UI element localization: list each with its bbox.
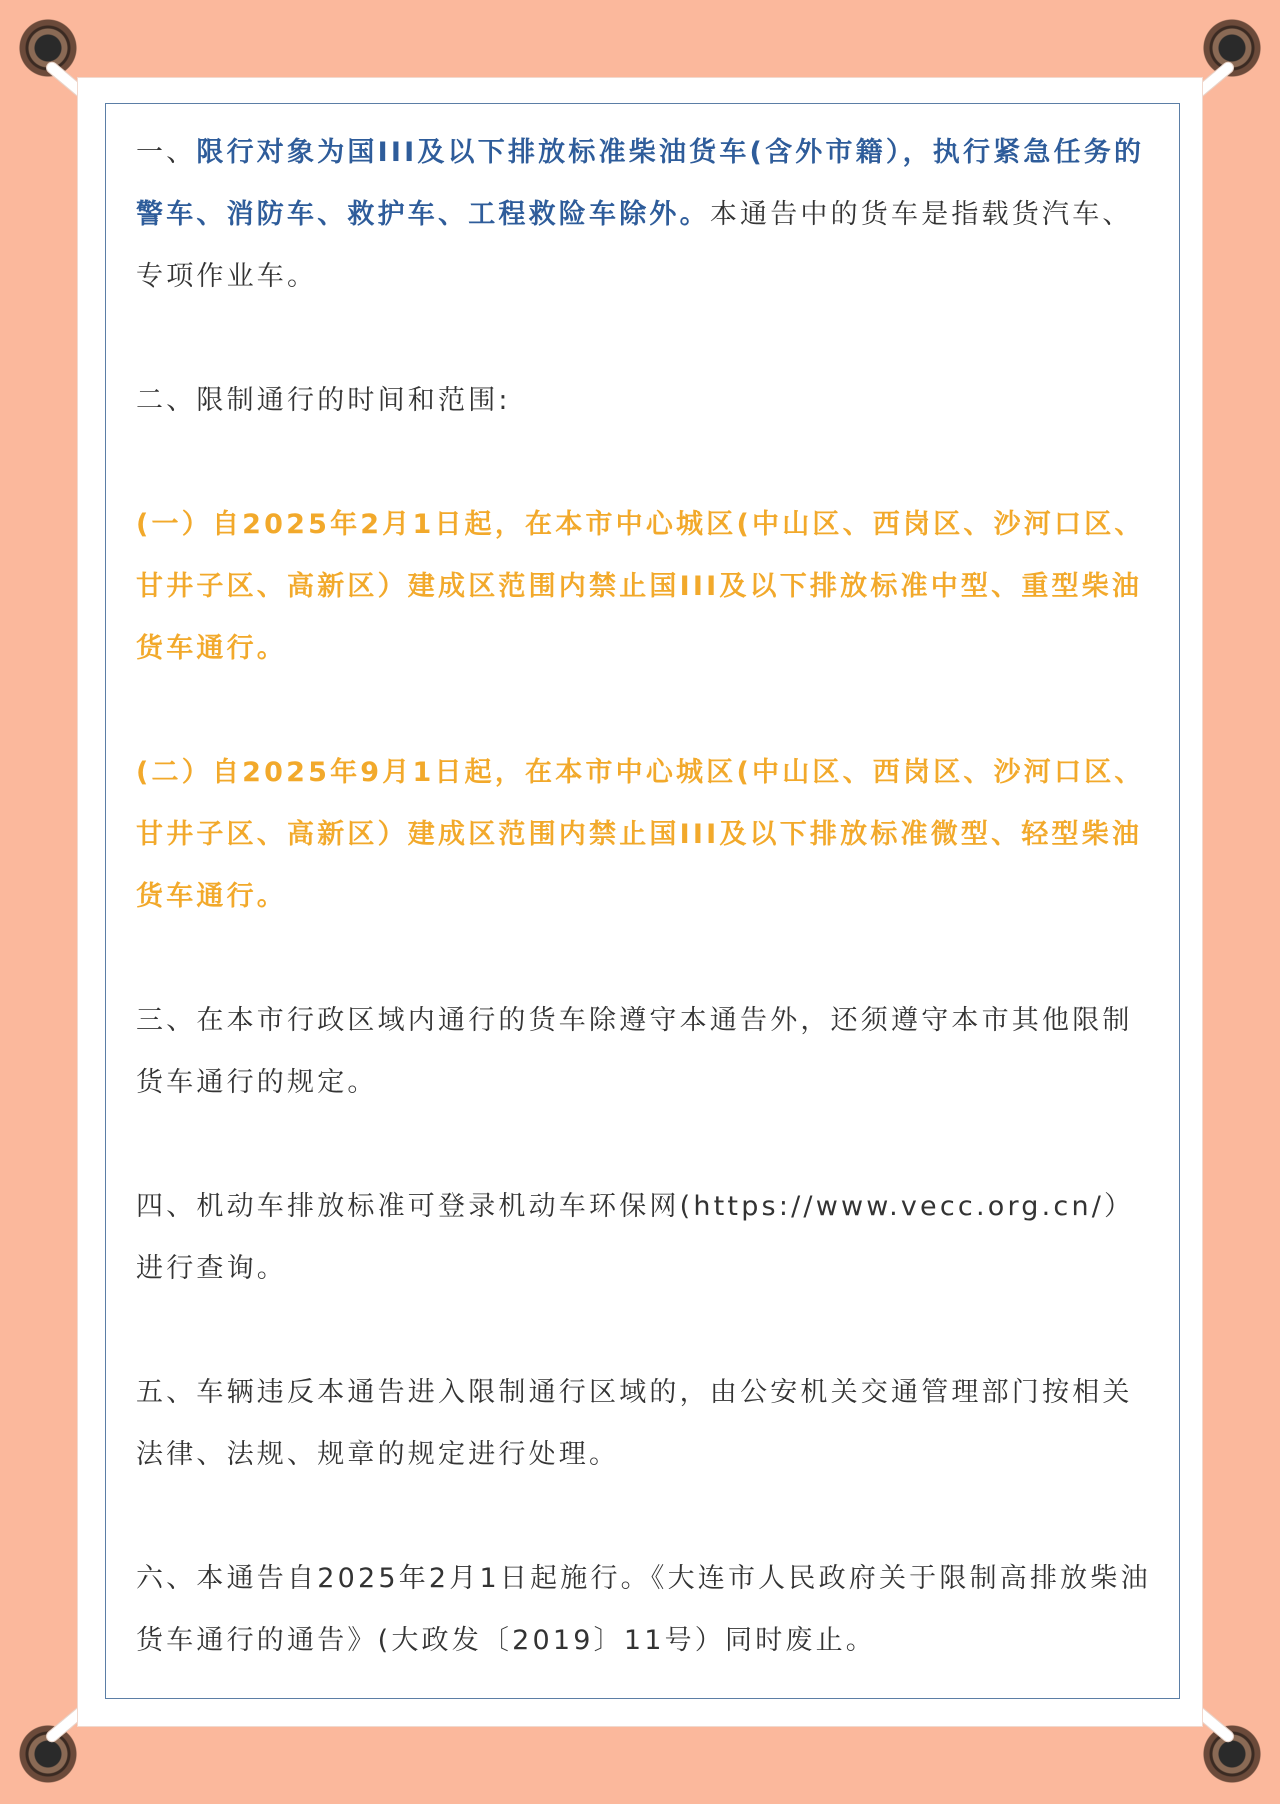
paragraph-2-2-text: (二）自2025年9月1日起，在本市中心城区(中山区、西岗区、沙河口区、甘井子区、高新区）建成区范围内禁止国III及以下排放标准微型、轻型柴油货车通行。: [136, 757, 1145, 912]
paragraph-6: [136, 1548, 1152, 1672]
paragraph-3: [136, 990, 1152, 1114]
notice-content: [136, 122, 1152, 1672]
paragraph-2-1-text: (一）自2025年2月1日起，在本市中心城区(中山区、西岗区、沙河口区、甘井子区、高新区）建成区范围内禁止国III及以下排放标准中型、重型柴油货车通行。: [136, 509, 1145, 664]
paragraph-1-text: 本通告中的货车是指载货汽车、专项作业车。: [136, 199, 1133, 292]
paragraph-2-text: 二、限制通行的时间和范围:: [136, 385, 511, 416]
paragraph-1-highlight: 限行对象为国III及以下排放标准柴油货车(含外市籍），执行紧急任务的警车、消防车、救护车、工程救险车除外。: [136, 137, 1145, 230]
paragraph-2: [136, 370, 1152, 432]
paragraph-5-text: 五、车辆违反本通告进入限制通行区域的，由公安机关交通管理部门按相关法律、法规、规章的规定进行处理。: [136, 1377, 1133, 1470]
paragraph-2-2: [136, 742, 1152, 928]
paragraph-6-text: 六、本通告自2025年2月1日起施行。《大连市人民政府关于限制高排放柴油货车通行的通告》(大政发〔2019〕11号）同时废止。: [136, 1563, 1151, 1656]
paragraph-1-label: 一、: [136, 137, 197, 168]
paragraph-5: [136, 1362, 1152, 1486]
paragraph-3-text: 三、在本市行政区域内通行的货车除遵守本通告外，还须遵守本市其他限制货车通行的规定。: [136, 1005, 1133, 1098]
paragraph-2-1: [136, 494, 1152, 680]
paragraph-4: [136, 1176, 1152, 1300]
paragraph-4-text: 四、机动车排放标准可登录机动车环保网(https://www.vecc.org.cn/）进行查询。: [136, 1191, 1135, 1284]
paragraph-1: [136, 122, 1152, 308]
